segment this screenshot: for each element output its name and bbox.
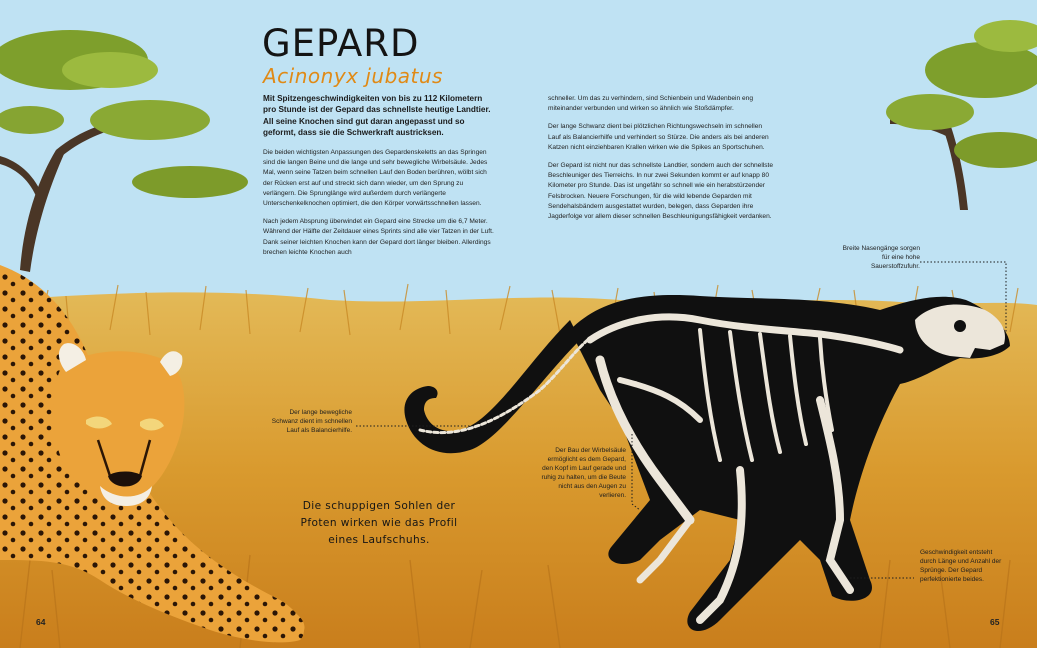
body-column-right	[548, 94, 774, 230]
page-title: GEPARD	[262, 22, 420, 65]
annotation-tail: Der lange bewegliche Schwanz dient im schnellen Lauf als Balancierhilfe.	[271, 409, 352, 434]
page-number-right: 65	[990, 617, 1000, 627]
page-number-left: 64	[36, 617, 46, 627]
pull-quote: Die schuppigen Sohlen der Pfoten wirken wie das Profil eines Laufschuhs.	[300, 500, 458, 546]
body-paragraph: Die beiden wichtigsten Anpassungen des Gepardenskeletts an das Springen sind die langen Beine und die lange und sehr bewegliche Wirbelsäule. Jedes Mal, wenn seine Tatzen beim schnellen Lauf den Boden berühren, wölbt sich der Rücken erst auf und streckt sich dann wieder, um den Sprung zu verlängern. Die Sprunglänge wird außerdem durch verlängerte Unterschenkelknochen optimiert, die den Körper vorwärtsschnellen lassen.	[263, 149, 488, 208]
annotation-nose: Breite Nasengänge sorgen für eine hohe Sauerstoffzufuhr.	[842, 245, 920, 270]
annotation-speed: Geschwindigkeit entsteht durch Länge und Anzahl der Sprünge. Der Gepard perfektionierte beides.	[920, 549, 1002, 583]
lead-paragraph: Mit Spitzengeschwindigkeiten von bis zu 112 Kilometern pro Stunde ist der Gepard das schnellste heutige Landtier. All seine Knochen sind gut daran angepasst und so geformt, dass sie die Schwerkraft austricksen.	[263, 94, 491, 138]
body-paragraph: Der Gepard ist nicht nur das schnellste Landtier, sondern auch der schnellste Beschleuniger des Tierreichs. In nur zwei Sekunden kommt er auf knapp 80 Kilometer pro Stunde. Das ist ungefähr so schnell wie ein herabstürzender Felsbrocken. Neuere Forschungen, für die wild lebende Geparden mit Sendehalsbändern ausgestattet wurden, belegen, dass Geparden ihre Jagderfolge vor allem dieser schnellen Beschleunigungsfähigkeit verdanken.	[548, 162, 774, 221]
body-column-left	[263, 148, 494, 266]
body-paragraph: Der lange Schwanz dient bei plötzlichen Richtungswechseln im schnellen Lauf als Balancierhilfe und verhindert so Stürze. Die anders als bei anderen Katzen nicht einziehbaren Krallen wirken wie die Spikes an Sportschuhen.	[548, 123, 769, 151]
annotation-spine: Der Bau der Wirbelsäule ermöglicht es dem Gepard, den Kopf im Lauf gerade und ruhig zu halten, um die Beute nicht aus den Augen zu verlieren.	[541, 447, 626, 499]
latin-name: Acinonyx jubatus	[263, 64, 443, 88]
body-paragraph: Nach jedem Absprung überwindet ein Gepard eine Strecke um die 6,7 Meter. Während der Hälfte der Zeitdauer eines Sprints sind alle vier Tatzen in der Luft. Dank seiner leichten Knochen kann der Gepard dort länger bleiben. Allerdings brechen leichte Knochen auch	[263, 218, 494, 256]
body-paragraph: schneller. Um das zu verhindern, sind Schienbein und Wadenbein eng miteinander verbunden und wirken so ähnlich wie Stoßdämpfer.	[548, 95, 754, 113]
